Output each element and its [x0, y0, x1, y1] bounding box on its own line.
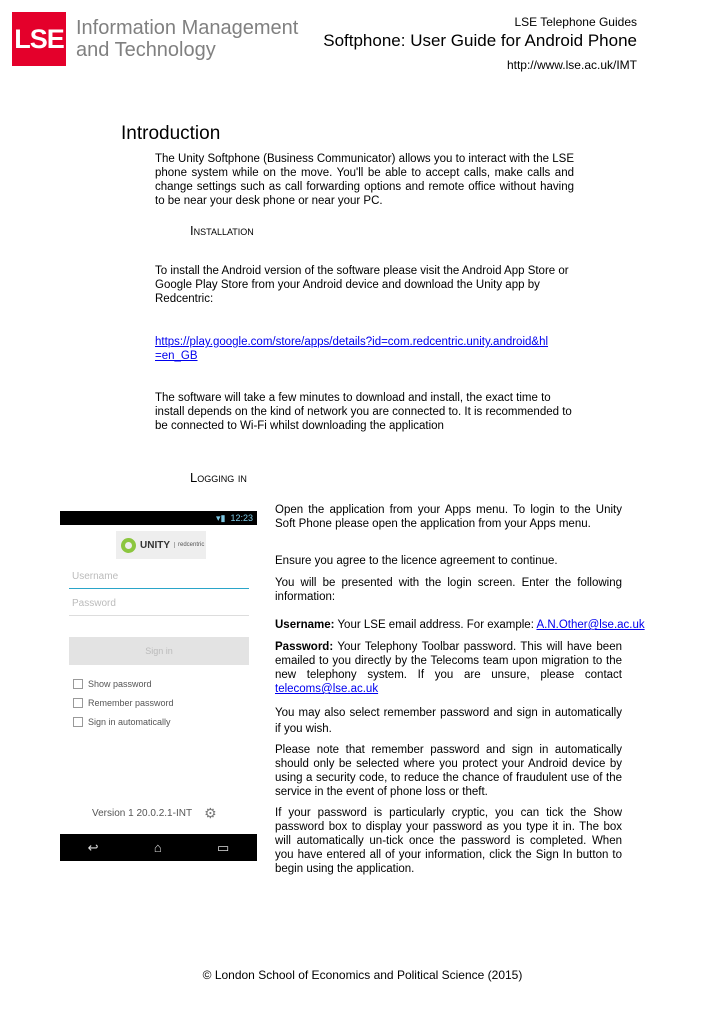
remember-password-checkbox[interactable] [73, 698, 174, 708]
logging-in-heading: Logging in [190, 470, 247, 485]
intro-heading: Introduction [121, 123, 221, 144]
android-nav-bar [60, 834, 257, 861]
remember-paragraph: You may also select remember password and sign in automatically if you wish. [275, 707, 622, 735]
username-input[interactable]: Username [69, 571, 249, 589]
play-store-link[interactable] [155, 335, 580, 363]
telecoms-email-link[interactable]: telecoms@lse.ac.uk [275, 683, 379, 695]
footer-copyright: © London School of Economics and Political Science (2015) [202, 968, 523, 982]
dept-line-2: and Technology [76, 39, 216, 61]
checkbox-label: Show password [88, 679, 152, 689]
status-bar [60, 511, 257, 525]
checkbox-box[interactable] [73, 698, 83, 708]
back-icon[interactable]: ↩ [87, 839, 99, 855]
login-screen-paragraph: You will be presented with the login screen. Enter the following information: [275, 577, 622, 603]
home-icon[interactable]: ⌂ [153, 840, 162, 855]
username-paragraph [275, 618, 675, 632]
sign-in-automatically-checkbox[interactable] [73, 717, 171, 727]
installation-paragraph: To install the Android version of the software please visit the Android App Store or Google Play Store from your Android device and download the Unity app by Redcentric: [155, 265, 569, 305]
status-time: 12:23 [230, 513, 253, 523]
username-label: Username: [275, 619, 335, 631]
password-paragraph [275, 640, 622, 696]
licence-paragraph: Ensure you agree to the licence agreement to continue. [275, 555, 558, 567]
password-input[interactable]: Password [69, 598, 249, 616]
download-note: The software will take a few minutes to download and install, the exact time to install depends on the kind of network you are connected to. It is recommended to be connected to Wi-Fi whilst downloading the application [155, 392, 572, 432]
lse-logo: LSE [12, 12, 66, 66]
department-name [76, 17, 298, 61]
show-password-paragraph: If your password is particularly cryptic, you can tick the Show password box to display your password as you type it in. The box will automatically un-tick once the password is completed. When you have entered all of your information, click the Sign In button to begin using the application. [275, 807, 622, 875]
dept-line-1: Information Management [76, 17, 299, 39]
intro-paragraph: The Unity Softphone (Business Communicator) allows you to interact with the LSE phone system while on the move. You'll be able to accept calls, make calls and change settings such as call forwarding options and remote office without having to be near your desk phone or near your PC. [155, 153, 574, 207]
header-url[interactable]: http://www.lse.ac.uk/IMT [506, 58, 637, 72]
link-line-2[interactable]: =en_GB [155, 350, 198, 362]
username-text: Your LSE email address. For example: [334, 619, 537, 631]
guide-title: Softphone: User Guide for Android Phone [323, 31, 637, 50]
checkbox-label: Sign in automatically [88, 717, 171, 727]
redcentric-brand: redcentric [174, 542, 204, 548]
checkbox-box[interactable] [73, 717, 83, 727]
checkbox-label: Remember password [88, 698, 174, 708]
version-text: Version 1 20.0.2.1-INT [92, 808, 193, 819]
phone-screenshot [60, 511, 257, 861]
unity-logo [116, 531, 206, 559]
open-app-paragraph: Open the application from your Apps menu. To login to the Unity Soft Phone please open the application from your Apps menu. [275, 504, 622, 530]
password-label: Password: [275, 641, 334, 653]
signal-icon: ▾▮ [215, 512, 226, 523]
link-line-1[interactable]: https://play.google.com/store/apps/details?id=com.redcentric.unity.android&hl [155, 336, 549, 348]
checkbox-box[interactable] [73, 679, 83, 689]
show-password-checkbox[interactable] [73, 679, 152, 689]
password-text: Your Telephony Toolbar password. This will have been emailed to you directly by the Telecoms team upon migration to the new telephony system. If you are unsure, please contact [275, 641, 622, 681]
recents-icon[interactable]: ▭ [217, 839, 230, 855]
username-example-link[interactable]: A.N.Other@lse.ac.uk [536, 619, 645, 631]
security-paragraph: Please note that remember password and sign in automatically should only be selected where you protect your Android device by using a security code, to reduce the chance of fraudulent use of the service in the event of phone loss or theft. [275, 744, 622, 798]
version-row [92, 805, 217, 822]
unity-brand: UNITY [140, 539, 170, 551]
unity-ring-icon [121, 538, 136, 553]
sign-in-button[interactable]: Sign in [69, 637, 249, 665]
guides-label: LSE Telephone Guides [514, 15, 637, 29]
gear-icon[interactable]: ⚙ [204, 805, 217, 821]
installation-heading: Installation [190, 223, 254, 238]
